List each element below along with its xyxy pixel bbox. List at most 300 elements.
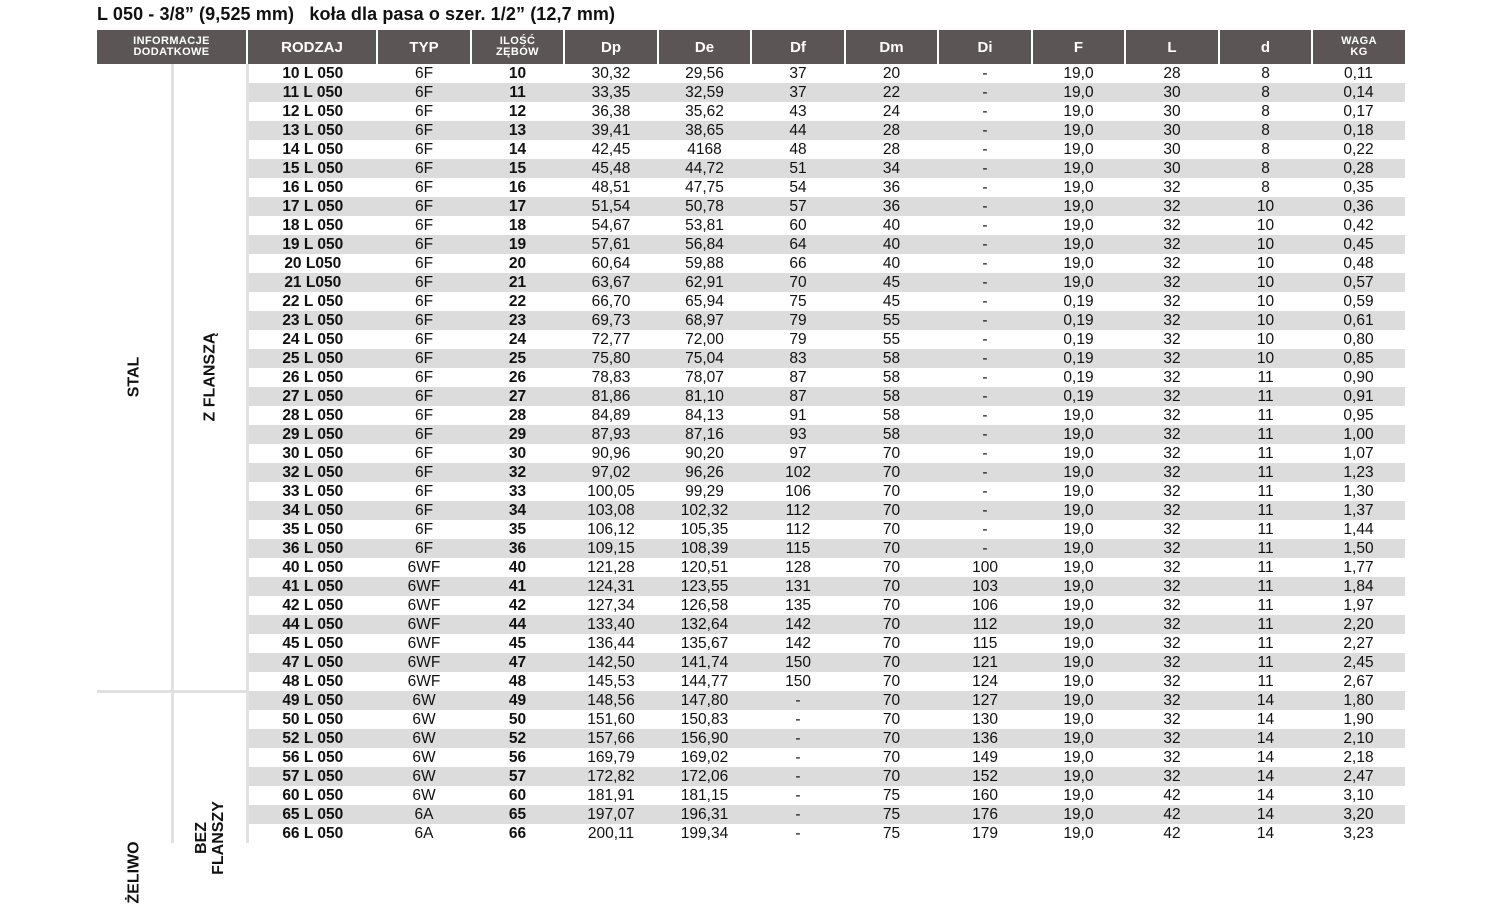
cell-teeth: 33 <box>508 483 527 500</box>
cell-dp: 169,79 <box>587 749 635 766</box>
cell-dm: 28 <box>882 141 901 158</box>
cell-typ: 6F <box>414 179 434 196</box>
table-row <box>97 729 1405 748</box>
cell-l: 30 <box>1125 159 1219 178</box>
cell-teeth: 34 <box>471 501 564 520</box>
cell-typ: 6F <box>414 445 434 462</box>
cell-typ: 6F <box>414 141 434 158</box>
cell-weight: 0,57 <box>1312 273 1405 292</box>
cell-di: 124 <box>972 673 998 690</box>
cell-rodzaj: 16 L 050 <box>282 179 344 196</box>
cell-rodzaj: 50 L 050 <box>282 711 344 728</box>
cell-rodzaj: 47 L 050 <box>247 653 377 672</box>
cell-teeth: 45 <box>508 635 527 652</box>
cell-d: 10 <box>1219 349 1312 368</box>
cell-d: 14 <box>1256 787 1275 804</box>
cell-dp: 30,32 <box>591 65 631 82</box>
cell-rodzaj: 40 L 050 <box>282 559 344 576</box>
table-row <box>97 102 1405 121</box>
cell-di: 103 <box>938 577 1032 596</box>
cell-weight: 0,80 <box>1343 331 1374 348</box>
cell-weight: 0,61 <box>1312 311 1405 330</box>
cell-l: 32 <box>1125 425 1219 444</box>
cell-dp: 90,96 <box>591 445 631 462</box>
cell-rodzaj: 30 L 050 <box>282 445 344 462</box>
cell-di: - <box>982 293 988 310</box>
cell-weight: 0,28 <box>1312 159 1405 178</box>
cell-di: - <box>938 425 1032 444</box>
cell-f: 19,0 <box>1063 103 1094 120</box>
cell-typ: 6F <box>414 293 434 310</box>
cell-de: 62,91 <box>658 273 751 292</box>
cell-df: 106 <box>785 483 811 500</box>
cell-dm: 70 <box>882 559 901 576</box>
cell-d: 8 <box>1261 179 1270 196</box>
cell-dm: 70 <box>882 483 901 500</box>
cell-dm: 58 <box>845 349 938 368</box>
cell-d: 11 <box>1219 653 1312 672</box>
cell-weight: 0,45 <box>1312 235 1405 254</box>
cell-dp: 42,45 <box>591 141 631 158</box>
cell-f: 19,0 <box>1063 825 1094 842</box>
cell-d: 10 <box>1256 331 1275 348</box>
cell-l: 28 <box>1163 65 1181 82</box>
cell-di: 179 <box>972 825 998 842</box>
cell-weight: 0,22 <box>1343 141 1374 158</box>
cell-rodzaj: 33 L 050 <box>282 483 344 500</box>
header-l: L <box>1125 30 1219 64</box>
header-dm: Dm <box>845 30 938 64</box>
table-row <box>97 520 1405 539</box>
cell-f: 19,0 <box>1063 179 1094 196</box>
cell-di: 106 <box>972 597 998 614</box>
cell-rodzaj: 60 L 050 <box>282 787 344 804</box>
cell-df: 87 <box>751 387 845 406</box>
table-row <box>97 292 1405 311</box>
cell-l: 32 <box>1125 729 1219 748</box>
cell-de: 169,02 <box>680 749 729 766</box>
cell-di: - <box>938 121 1032 140</box>
cell-di: - <box>982 179 988 196</box>
cell-l: 32 <box>1125 653 1219 672</box>
cell-di: - <box>982 217 988 234</box>
cell-rodzaj: 13 L 050 <box>247 121 377 140</box>
cell-df: 128 <box>785 559 811 576</box>
header-rodzaj: RODZAJ <box>247 30 377 64</box>
cell-d: 10 <box>1219 235 1312 254</box>
cell-weight: 2,27 <box>1343 635 1374 652</box>
cell-dp: 51,54 <box>564 197 658 216</box>
cell-dp: 60,64 <box>591 255 631 272</box>
cell-dp: 151,60 <box>587 711 635 728</box>
cell-l: 32 <box>1125 273 1219 292</box>
cell-dm: 70 <box>845 501 938 520</box>
cell-de: 135,67 <box>680 635 729 652</box>
cell-typ: 6F <box>377 349 471 368</box>
cell-l: 32 <box>1163 179 1181 196</box>
cell-f: 19,0 <box>1063 711 1094 728</box>
cell-df: - <box>751 729 845 748</box>
cell-de: 32,59 <box>658 83 751 102</box>
cell-df: - <box>795 787 801 804</box>
cell-df: 64 <box>751 235 845 254</box>
cell-teeth: 17 <box>471 197 564 216</box>
cell-df: 37 <box>751 83 845 102</box>
cell-d: 11 <box>1257 483 1274 500</box>
cell-d: 8 <box>1219 121 1312 140</box>
cell-weight: 1,84 <box>1312 577 1405 596</box>
cell-rodzaj: 19 L 050 <box>247 235 377 254</box>
cell-teeth: 44 <box>471 615 564 634</box>
cell-l: 32 <box>1125 197 1219 216</box>
cell-l: 42 <box>1125 805 1219 824</box>
cell-f: 19,0 <box>1032 121 1125 140</box>
cell-weight: 1,00 <box>1312 425 1405 444</box>
cell-dm: 70 <box>845 653 938 672</box>
material-steel-label: STAL <box>125 356 143 398</box>
cell-f: 19,0 <box>1063 141 1094 158</box>
cell-de: 81,10 <box>658 387 751 406</box>
cell-df: 51 <box>751 159 845 178</box>
header-de: De <box>658 30 751 64</box>
cell-l: 32 <box>1125 387 1219 406</box>
cell-l: 32 <box>1125 349 1219 368</box>
cell-f: 19,0 <box>1063 445 1094 462</box>
cell-df: 83 <box>751 349 845 368</box>
cell-d: 11 <box>1257 559 1274 576</box>
cell-dm: 70 <box>882 749 901 766</box>
cell-dp: 197,07 <box>564 805 658 824</box>
cell-di: - <box>938 83 1032 102</box>
cell-f: 19,0 <box>1032 577 1125 596</box>
cell-dp: 48,51 <box>591 179 631 196</box>
cell-weight: 0,91 <box>1312 387 1405 406</box>
cell-de: 199,34 <box>680 825 729 842</box>
table-row <box>97 710 1405 729</box>
cell-df: 37 <box>789 65 807 82</box>
cell-df: 54 <box>789 179 807 196</box>
cell-dm: 40 <box>882 255 901 272</box>
cell-d: 11 <box>1257 597 1274 614</box>
cell-l: 32 <box>1125 767 1219 786</box>
cell-rodzaj: 65 L 050 <box>247 805 377 824</box>
cell-typ: 6WF <box>377 653 471 672</box>
cell-dp: 69,73 <box>564 311 658 330</box>
cell-teeth: 52 <box>471 729 564 748</box>
table-row <box>97 83 1405 102</box>
cell-typ: 6F <box>377 501 471 520</box>
cell-de: 47,75 <box>685 179 724 196</box>
table-body <box>97 64 1405 904</box>
cell-df: 150 <box>785 673 811 690</box>
cell-dp: 103,08 <box>564 501 658 520</box>
cell-rodzaj: 21 L050 <box>247 273 377 292</box>
cell-df: 70 <box>751 273 845 292</box>
cell-f: 0,19 <box>1063 369 1094 386</box>
cell-dm: 28 <box>845 121 938 140</box>
cell-teeth: 28 <box>508 407 527 424</box>
cell-de: 99,29 <box>685 483 724 500</box>
cell-dp: 136,44 <box>587 635 635 652</box>
cell-d: 11 <box>1257 445 1274 462</box>
cell-l: 32 <box>1163 331 1181 348</box>
cell-weight: 1,07 <box>1343 445 1374 462</box>
cell-dm: 58 <box>882 407 901 424</box>
cell-de: 196,31 <box>658 805 751 824</box>
cell-dp: 200,11 <box>587 825 635 842</box>
cell-df: 102 <box>751 463 845 482</box>
cell-l: 32 <box>1163 749 1181 766</box>
cell-teeth: 16 <box>508 179 527 196</box>
cell-de: 147,80 <box>658 691 751 710</box>
cell-d: 11 <box>1219 463 1312 482</box>
cell-typ: 6F <box>414 103 434 120</box>
cell-weight: 0,59 <box>1343 293 1374 310</box>
cell-dm: 75 <box>845 805 938 824</box>
cell-de: 132,64 <box>658 615 751 634</box>
cell-f: 19,0 <box>1063 787 1094 804</box>
cell-rodzaj: 32 L 050 <box>247 463 377 482</box>
cell-dm: 70 <box>882 521 901 538</box>
cell-typ: 6WF <box>377 577 471 596</box>
cell-dp: 121,28 <box>587 559 635 576</box>
cell-teeth: 23 <box>471 311 564 330</box>
cell-rodzaj: 24 L 050 <box>282 331 344 348</box>
cell-dp: 75,80 <box>564 349 658 368</box>
cell-de: 123,55 <box>658 577 751 596</box>
flange-no-label: BEZ FLANSZY <box>192 801 227 875</box>
cell-teeth: 32 <box>471 463 564 482</box>
cell-di: - <box>982 331 988 348</box>
cell-typ: 6WF <box>407 673 441 690</box>
cell-de: 90,20 <box>685 445 724 462</box>
cell-df: 43 <box>789 103 807 120</box>
table-row <box>97 64 1405 83</box>
cell-dm: 58 <box>845 387 938 406</box>
cell-d: 8 <box>1219 159 1312 178</box>
cell-l: 32 <box>1125 539 1219 558</box>
cell-typ: 6F <box>414 331 434 348</box>
page-title <box>97 4 615 25</box>
cell-weight: 1,30 <box>1343 483 1374 500</box>
cell-typ: 6F <box>377 159 471 178</box>
cell-de: 59,88 <box>685 255 724 272</box>
cell-df: - <box>795 825 801 842</box>
header-weight: WAGA KG <box>1312 30 1405 64</box>
cell-weight: 2,20 <box>1312 615 1405 634</box>
header-typ: TYP <box>377 30 471 64</box>
table-row <box>97 368 1405 387</box>
material-cast-iron-label: ŻELIWO <box>125 841 143 904</box>
cell-dp: 157,66 <box>564 729 658 748</box>
cell-l: 30 <box>1125 121 1219 140</box>
cell-dp: 63,67 <box>564 273 658 292</box>
cell-teeth: 60 <box>508 787 527 804</box>
cell-typ: 6A <box>414 825 434 842</box>
cell-d: 11 <box>1257 673 1274 690</box>
cell-f: 19,0 <box>1032 501 1125 520</box>
cell-di: 130 <box>972 711 998 728</box>
cell-de: 102,32 <box>658 501 751 520</box>
cell-teeth: 26 <box>508 369 527 386</box>
cell-rodzaj: 27 L 050 <box>247 387 377 406</box>
cell-weight: 1,37 <box>1312 501 1405 520</box>
cell-l: 30 <box>1163 103 1181 120</box>
cell-teeth: 41 <box>471 577 564 596</box>
cell-d: 11 <box>1257 635 1274 652</box>
cell-l: 32 <box>1163 445 1181 462</box>
cell-df: 91 <box>789 407 807 424</box>
cell-d: 11 <box>1219 577 1312 596</box>
cell-di: - <box>982 103 988 120</box>
table-row <box>97 501 1405 520</box>
cell-df: 48 <box>789 141 807 158</box>
cell-d: 14 <box>1219 729 1312 748</box>
cell-f: 19,0 <box>1063 597 1094 614</box>
title-series: L 050 - 3/8” (9,525 mm) <box>97 4 295 24</box>
material-steel-cell <box>97 64 172 691</box>
cell-dm: 70 <box>882 711 901 728</box>
cell-de: 144,77 <box>680 673 729 690</box>
cell-d: 8 <box>1219 83 1312 102</box>
cell-de: 105,35 <box>680 521 729 538</box>
cell-teeth: 14 <box>508 141 527 158</box>
cell-d: 10 <box>1256 255 1275 272</box>
cell-typ: 6F <box>377 311 471 330</box>
cell-de: 4168 <box>687 141 722 158</box>
cell-de: 38,65 <box>658 121 751 140</box>
cell-d: 14 <box>1219 767 1312 786</box>
cell-de: 150,83 <box>680 711 729 728</box>
cell-df: 44 <box>751 121 845 140</box>
cell-de: 120,51 <box>680 559 729 576</box>
cell-typ: 6W <box>377 691 471 710</box>
cell-weight: 0,35 <box>1343 179 1374 196</box>
cell-de: 68,97 <box>658 311 751 330</box>
cell-typ: 6W <box>412 787 436 804</box>
cell-df: 57 <box>751 197 845 216</box>
cell-di: - <box>982 445 988 462</box>
cell-typ: 6WF <box>377 615 471 634</box>
cell-l: 32 <box>1163 559 1181 576</box>
cell-de: 50,78 <box>658 197 751 216</box>
cell-di: - <box>982 521 988 538</box>
cell-d: 11 <box>1257 369 1274 386</box>
header-dp: Dp <box>564 30 658 64</box>
cell-typ: 6F <box>377 197 471 216</box>
cell-dp: 54,67 <box>591 217 631 234</box>
cell-dm: 75 <box>882 787 901 804</box>
cell-teeth: 36 <box>471 539 564 558</box>
header-teeth: ILOŚĆ ZĘBÓW <box>471 30 564 64</box>
cell-f: 19,0 <box>1063 483 1094 500</box>
cell-de: 78,07 <box>685 369 724 386</box>
cell-dm: 70 <box>845 539 938 558</box>
cell-di: - <box>982 407 988 424</box>
cell-df: 115 <box>751 539 845 558</box>
cell-dm: 20 <box>882 65 901 82</box>
cell-di: - <box>938 235 1032 254</box>
cell-typ: 6F <box>377 539 471 558</box>
cell-dp: 36,38 <box>591 103 631 120</box>
cell-di: 115 <box>972 635 998 652</box>
cell-dp: 148,56 <box>564 691 658 710</box>
cell-typ: 6WF <box>407 635 441 652</box>
cell-df: 142 <box>785 635 811 652</box>
cell-f: 19,0 <box>1032 83 1125 102</box>
cell-typ: 6F <box>377 425 471 444</box>
cell-rodzaj: 49 L 050 <box>247 691 377 710</box>
cell-d: 14 <box>1219 805 1312 824</box>
cell-d: 8 <box>1261 141 1270 158</box>
cell-dm: 36 <box>845 197 938 216</box>
cell-typ: 6WF <box>407 559 441 576</box>
cell-dp: 145,53 <box>587 673 635 690</box>
table-row <box>97 140 1405 159</box>
cell-rodzaj: 22 L 050 <box>282 293 344 310</box>
cell-df: 112 <box>785 521 811 538</box>
cell-l: 32 <box>1125 463 1219 482</box>
cell-f: 19,0 <box>1063 635 1094 652</box>
cell-typ: 6F <box>414 521 434 538</box>
cell-rodzaj: 35 L 050 <box>282 521 344 538</box>
table-row <box>97 539 1405 558</box>
cell-df: 66 <box>789 255 807 272</box>
table-row <box>97 615 1405 634</box>
cell-f: 19,0 <box>1032 805 1125 824</box>
flange-yes-label: Z FLANSZĄ <box>201 332 218 422</box>
cell-df: 142 <box>751 615 845 634</box>
table-row <box>97 748 1405 767</box>
cell-l: 32 <box>1163 597 1181 614</box>
cell-d: 14 <box>1256 711 1275 728</box>
cell-l: 32 <box>1163 711 1181 728</box>
cell-typ: 6F <box>377 273 471 292</box>
table-row <box>97 273 1405 292</box>
cell-f: 19,0 <box>1063 65 1094 82</box>
cell-di: 149 <box>972 749 998 766</box>
cell-dp: 39,41 <box>564 121 658 140</box>
cell-weight: 2,45 <box>1312 653 1405 672</box>
cell-typ: 6W <box>412 711 436 728</box>
cell-dp: 72,77 <box>591 331 631 348</box>
table-row <box>97 121 1405 140</box>
cell-l: 32 <box>1163 407 1181 424</box>
cell-weight: 2,18 <box>1343 749 1374 766</box>
cell-df: - <box>795 749 801 766</box>
cell-df: 60 <box>789 217 807 234</box>
cell-teeth: 40 <box>508 559 527 576</box>
flange-yes-cell <box>172 64 247 691</box>
cell-typ: 6F <box>414 483 434 500</box>
cell-typ: 6F <box>377 235 471 254</box>
cell-weight: 1,50 <box>1312 539 1405 558</box>
cell-dm: 70 <box>845 729 938 748</box>
cell-typ: 6F <box>414 255 434 272</box>
cell-di: - <box>938 273 1032 292</box>
table-row <box>97 596 1405 615</box>
cell-f: 19,0 <box>1063 521 1094 538</box>
cell-f: 19,0 <box>1032 159 1125 178</box>
table-row <box>97 767 1405 786</box>
cell-rodzaj: 17 L 050 <box>247 197 377 216</box>
cell-teeth: 66 <box>508 825 527 842</box>
cell-f: 19,0 <box>1032 425 1125 444</box>
cell-d: 14 <box>1256 749 1275 766</box>
cell-typ: 6W <box>412 749 436 766</box>
cell-dp: 45,48 <box>564 159 658 178</box>
cell-teeth: 19 <box>471 235 564 254</box>
